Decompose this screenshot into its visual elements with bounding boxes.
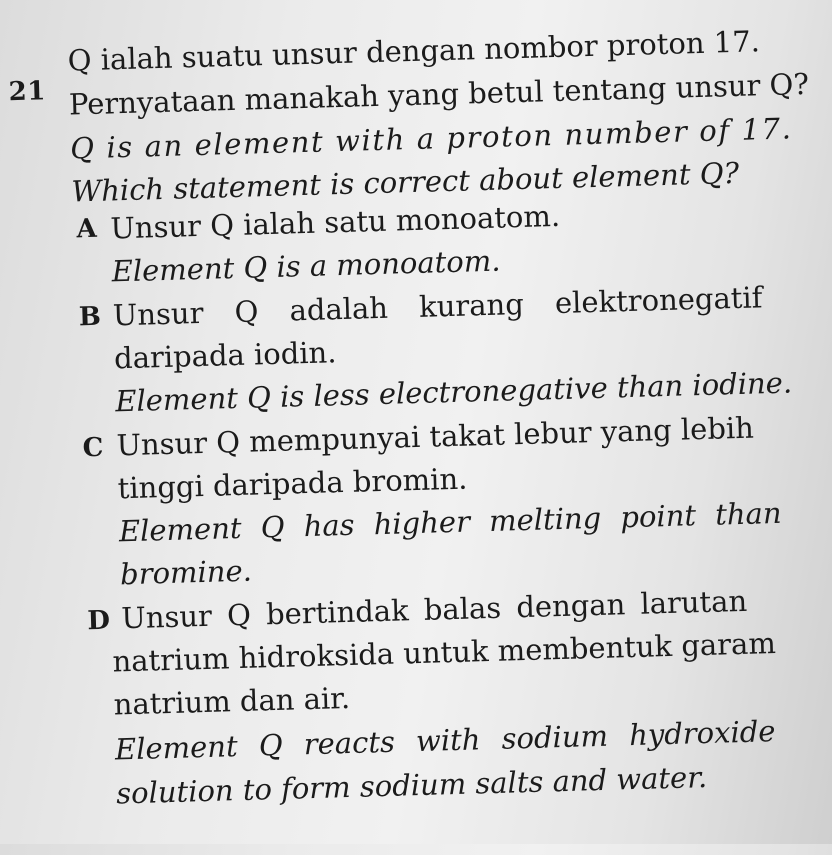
option-c-english-line-1: Element Q has higher melting point than [118,495,782,549]
option-d-letter: D [87,605,111,637]
option-b-malay-line-1: Unsur Q adalah kurang elektronegatif [112,280,763,333]
option-c-malay-line-2: tinggi daripada bromin. [117,461,468,506]
stem-english-line-2: Which statement is correct about element Q? [70,155,740,209]
option-c-english-line-2: bromine. [119,553,253,592]
option-b-letter: B [78,301,102,333]
option-b-malay-line-2: daripada iodin. [113,335,337,376]
option-d-english-line-1: Element Q reacts with sodium hydroxide [114,714,776,767]
option-d-english-line-2: solution to form sodium salts and water. [115,760,708,811]
option-a-english-line-1: Element Q is a monoatom. [111,243,501,289]
option-a-malay-line-1: Unsur Q ialah satu monoatom. [110,198,561,246]
option-b-english-line-1: Element Q is less electronegative than iodine. [114,365,793,419]
option-c-malay-line-1: Unsur Q mempunyai takat lebur yang lebih [116,410,755,463]
option-a-letter: A [76,213,98,245]
option-c-letter: C [82,432,104,464]
stem-english-line-1: Q is an element with a proton number of 17. [69,111,793,166]
option-d-malay-line-3: natrium dan air. [113,680,351,722]
question-number: 21 [8,76,47,108]
stem-malay-line-1: Q ialah suatu unsur dengan nombor proton 17. [67,24,761,78]
option-d-malay-line-1: Unsur Q bertindak balas dengan larutan [120,583,748,636]
stem-malay-line-2: Pernyataan manakah yang betul tentang unsur Q? [68,66,810,122]
option-d-malay-line-2: natrium hidroksida untuk membentuk garam [112,626,777,679]
